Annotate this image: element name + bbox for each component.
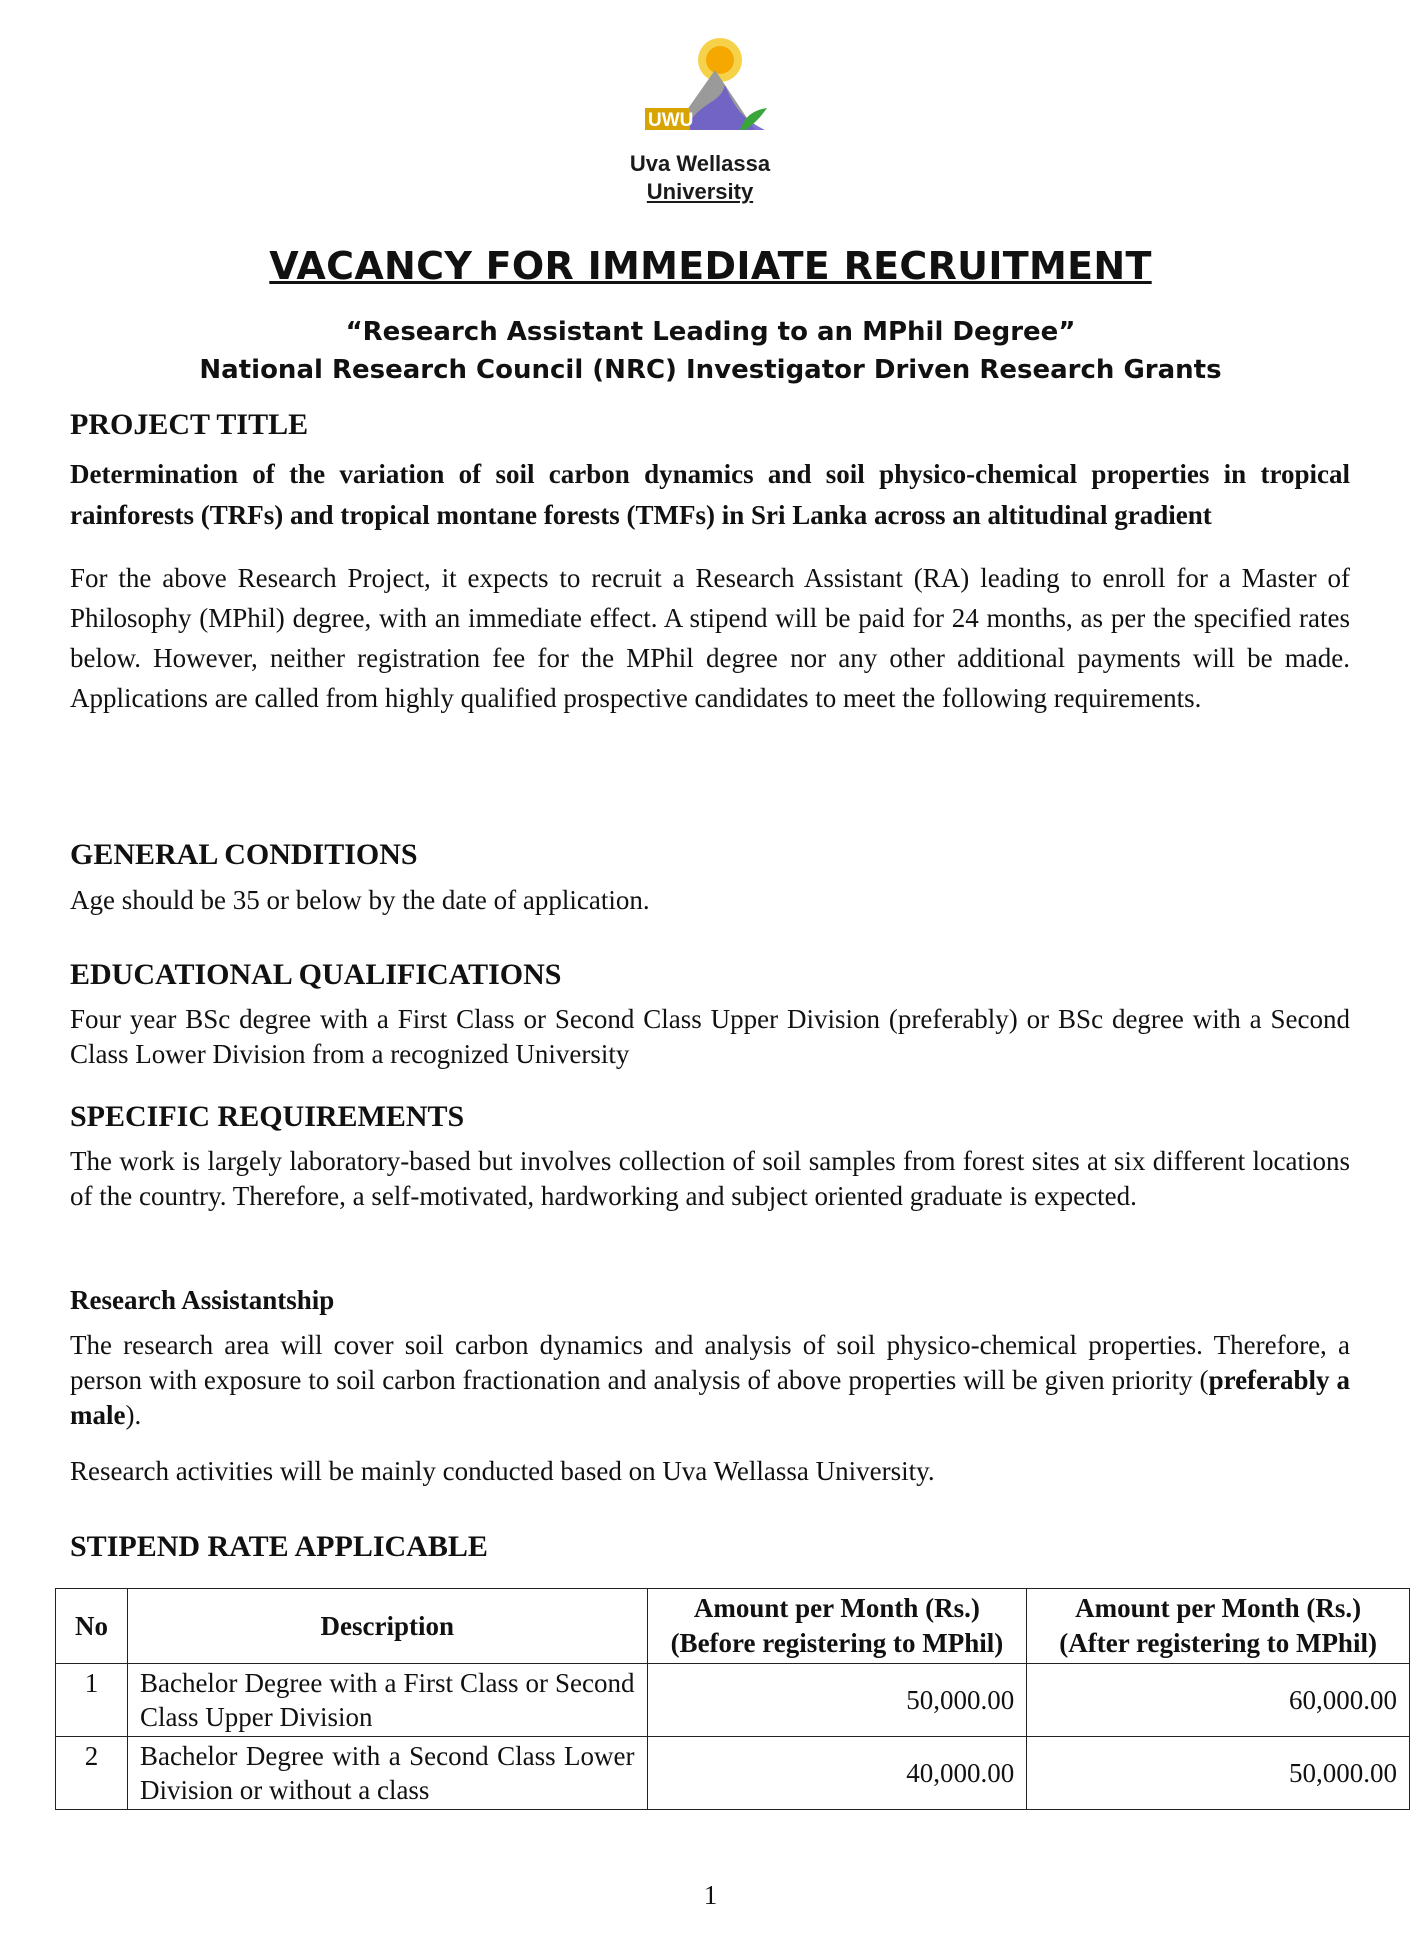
project-title: Determination of the variation of soil carbon dynamics and soil physico-chemical properties in tropical rainforests (TRFs) and tropical montane forests (TMFs) in Sri Lanka across an altitudinal gradient — [70, 459, 1350, 530]
table-row — [56, 1664, 1410, 1737]
page-number: 1 — [703, 1880, 718, 1910]
project-heading: PROJECT TITLE — [70, 408, 309, 441]
logo-line-1: Uva Wellassa — [629, 151, 771, 176]
education-section — [70, 958, 1350, 1072]
general-section — [70, 838, 1350, 920]
subtitle-position: “Research Assistant Leading to an MPhil Degree” — [345, 317, 1076, 347]
assistantship-location: Research activities will be mainly conducted based on Uva Wellassa University. — [70, 1456, 935, 1486]
row-no: 1 — [56, 1664, 128, 1737]
specific-heading: SPECIFIC REQUIREMENTS — [70, 1100, 465, 1133]
row-description: Bachelor Degree with a Second Class Lower Division or without a class — [127, 1737, 647, 1810]
header-after: Amount per Month (Rs.) (After registering to MPhil) — [1027, 1589, 1410, 1664]
row-description: Bachelor Degree with a First Class or Second Class Upper Division — [127, 1664, 647, 1737]
row-no: 2 — [56, 1737, 128, 1810]
assistantship-section — [70, 1285, 1350, 1491]
university-logo — [610, 30, 820, 225]
row-after: 60,000.00 — [1027, 1664, 1410, 1737]
logo-mark: UWU — [648, 110, 694, 131]
stipend-heading: STIPEND RATE APPLICABLE — [70, 1530, 488, 1563]
header-before: Amount per Month (Rs.) (Before registering to MPhil) — [647, 1589, 1027, 1664]
row-after: 50,000.00 — [1027, 1737, 1410, 1810]
page-title: VACANCY FOR IMMEDIATE RECRUITMENT — [269, 244, 1152, 288]
general-text: Age should be 35 or below by the date of application. — [70, 885, 650, 915]
assistantship-text: The research area will cover soil carbon dynamics and analysis of soil physico-chemical properties. Therefore, a person with exposure to soil carbon fractionation and analysis of above properties will be given priority (preferably a male). — [70, 1330, 1350, 1430]
project-section — [70, 408, 1350, 718]
stipend-section — [70, 1530, 1350, 1564]
stipend-table — [55, 1588, 1410, 1810]
table-header-row — [56, 1589, 1410, 1664]
row-before: 50,000.00 — [647, 1664, 1027, 1737]
specific-text: The work is largely laboratory-based but involves collection of soil samples from forest sites at six different locations of the country. Therefore, a self-motivated, hardworking and subject oriented graduate is expected. — [70, 1146, 1350, 1211]
project-description: For the above Research Project, it expects to recruit a Research Assistant (RA) leading to enroll for a Master of Philosophy (MPhil) degree, with an immediate effect. A stipend will be paid for 24 months, as per the specified rates below. However, neither registration fee for the MPhil degree nor any other additional payments will be made. Applications are called from highly qualified prospective candidates to meet the following requirements. — [70, 563, 1350, 713]
logo-line-2: University — [646, 179, 754, 204]
header-no: No — [56, 1589, 128, 1664]
header-description: Description — [127, 1589, 647, 1664]
subtitle-grant: National Research Council (NRC) Investigator Driven Research Grants — [199, 355, 1222, 385]
general-heading: GENERAL CONDITIONS — [70, 838, 418, 871]
logo-emblem-icon — [645, 30, 775, 150]
row-before: 40,000.00 — [647, 1737, 1027, 1810]
education-heading: EDUCATIONAL QUALIFICATIONS — [70, 958, 562, 991]
assistantship-heading: Research Assistantship — [70, 1285, 335, 1315]
specific-section — [70, 1100, 1350, 1214]
education-text: Four year BSc degree with a First Class or Second Class Upper Division (preferably) or BSc degree with a Second Class Lower Division from a recognized University — [70, 1004, 1350, 1069]
table-row — [56, 1737, 1410, 1810]
